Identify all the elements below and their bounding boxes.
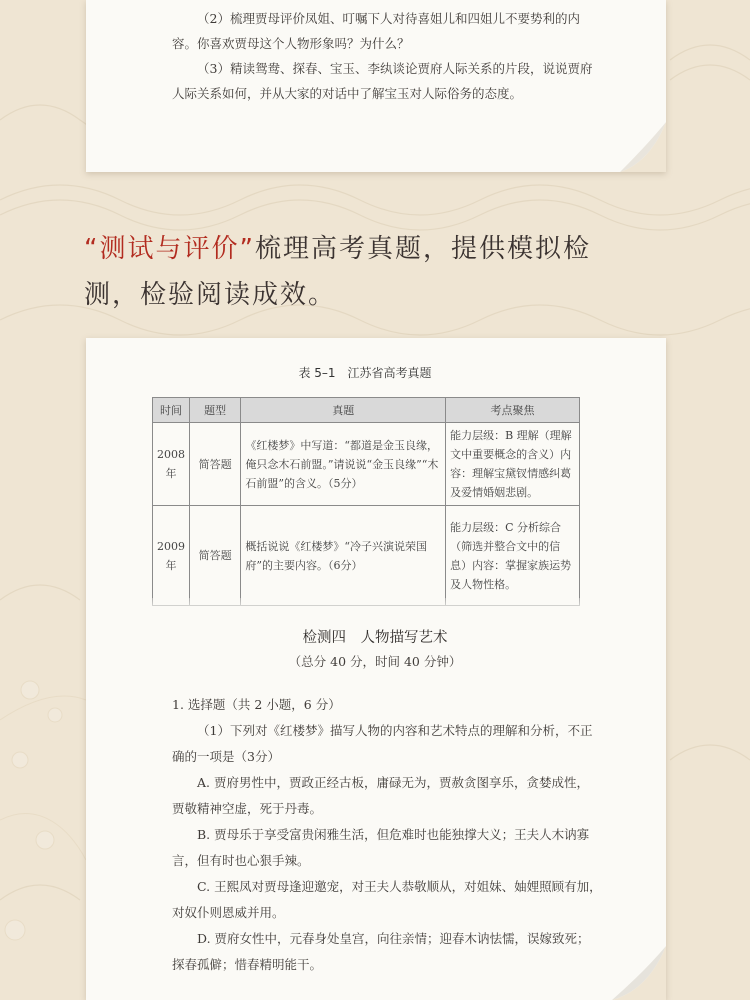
headline-highlight: “测试与评价” (84, 234, 255, 264)
q1-heading: 1. 选择题（共 2 小题，6 分） (172, 697, 341, 712)
exam-table (152, 397, 580, 606)
option-a-line1: A. 贾府男性中，贾政正经古板，庸碌无为，贾赦贪图享乐，贪婪成性， (197, 775, 589, 790)
table-fade-out (150, 598, 590, 614)
row-year: 2009年 (153, 506, 190, 606)
page-curl-bottom (612, 946, 666, 1000)
option-d-line1: D. 贾府女性中，元春身处皇宫，向往亲情；迎春木讷怯懦，误嫁致死； (197, 931, 590, 946)
headline-line1: 梳理高考真题，提供模拟检 (254, 234, 591, 264)
table-caption: 表 5–1 江苏省高考真题 (298, 366, 432, 380)
header-time: 时间 (153, 398, 190, 423)
row-focus: 能力层级：B 理解（理解文中重要概念的含义）内容：理解宝黛钗情感纠葛及爱情婚姻悲剧。 (446, 423, 580, 506)
question-block (172, 692, 608, 978)
q1-stem-line1: （1）下列对《红楼梦》描写人物的内容和艺术特点的理解和分析，不正 (197, 723, 593, 738)
promo-headline (84, 226, 684, 318)
header-focus: 考点聚焦 (446, 398, 580, 423)
header-question: 真题 (241, 398, 446, 423)
top-page-text (172, 6, 612, 106)
table-header-row (153, 398, 580, 423)
option-c-line2: 对奴仆则恩威并用。 (172, 905, 285, 920)
item3-line2: 人际关系如何，并从大家的对话中了解宝玉对人际俗务的态度。 (172, 86, 523, 101)
row-type: 简答题 (190, 506, 241, 606)
item2-line1: （2）梳理贾母评价凤姐、叮嘱下人对待喜姐儿和四姐儿不要势利的内 (197, 11, 580, 26)
test-title: 检测四 人物描写艺术 (302, 630, 448, 646)
table-row (153, 506, 580, 606)
option-b-line2: 言，但有时也心狠手辣。 (172, 853, 310, 868)
header-type: 题型 (190, 398, 241, 423)
row-year: 2008年 (153, 423, 190, 506)
q1-stem-line2: 确的一项是（3分） (172, 749, 280, 764)
headline-line2: 测，检验阅读成效。 (84, 280, 337, 310)
row-question: 《红楼梦》中写道：“都道是金玉良缘，俺只念木石前盟。”请说说“金玉良缘”“木石前盟”的含义。（5分） (241, 423, 446, 506)
option-c-line1: C. 王熙凤对贾母逢迎邀宠，对王夫人恭敬顺从，对姐妹、妯娌照顾有加， (197, 879, 602, 894)
test-subtitle: （总分 40 分，时间 40 分钟） (288, 654, 462, 669)
table-row (153, 423, 580, 506)
page-curl-top (620, 122, 666, 172)
option-d-line2: 探春孤僻；惜春精明能干。 (172, 957, 323, 972)
row-type: 简答题 (190, 423, 241, 506)
item2-line2: 容。你喜欢贾母这个人物形象吗？为什么？ (172, 36, 410, 51)
option-a-line2: 贾敬精神空虚，死于丹毒。 (172, 801, 323, 816)
item3-line1: （3）精读鸳鸯、探春、宝玉、李纨谈论贾府人际关系的片段，说说贾府 (197, 61, 593, 76)
option-b-line1: B. 贾母乐于享受富贵闲雅生活，但危难时也能独撑大义；王夫人木讷寡 (197, 827, 590, 842)
row-focus: 能力层级：C 分析综合（筛选并整合文中的信息）内容：掌握家族运势及人物性格。 (446, 506, 580, 606)
row-question: 概括说说《红楼梦》“冷子兴演说荣国府”的主要内容。（6分） (241, 506, 446, 606)
